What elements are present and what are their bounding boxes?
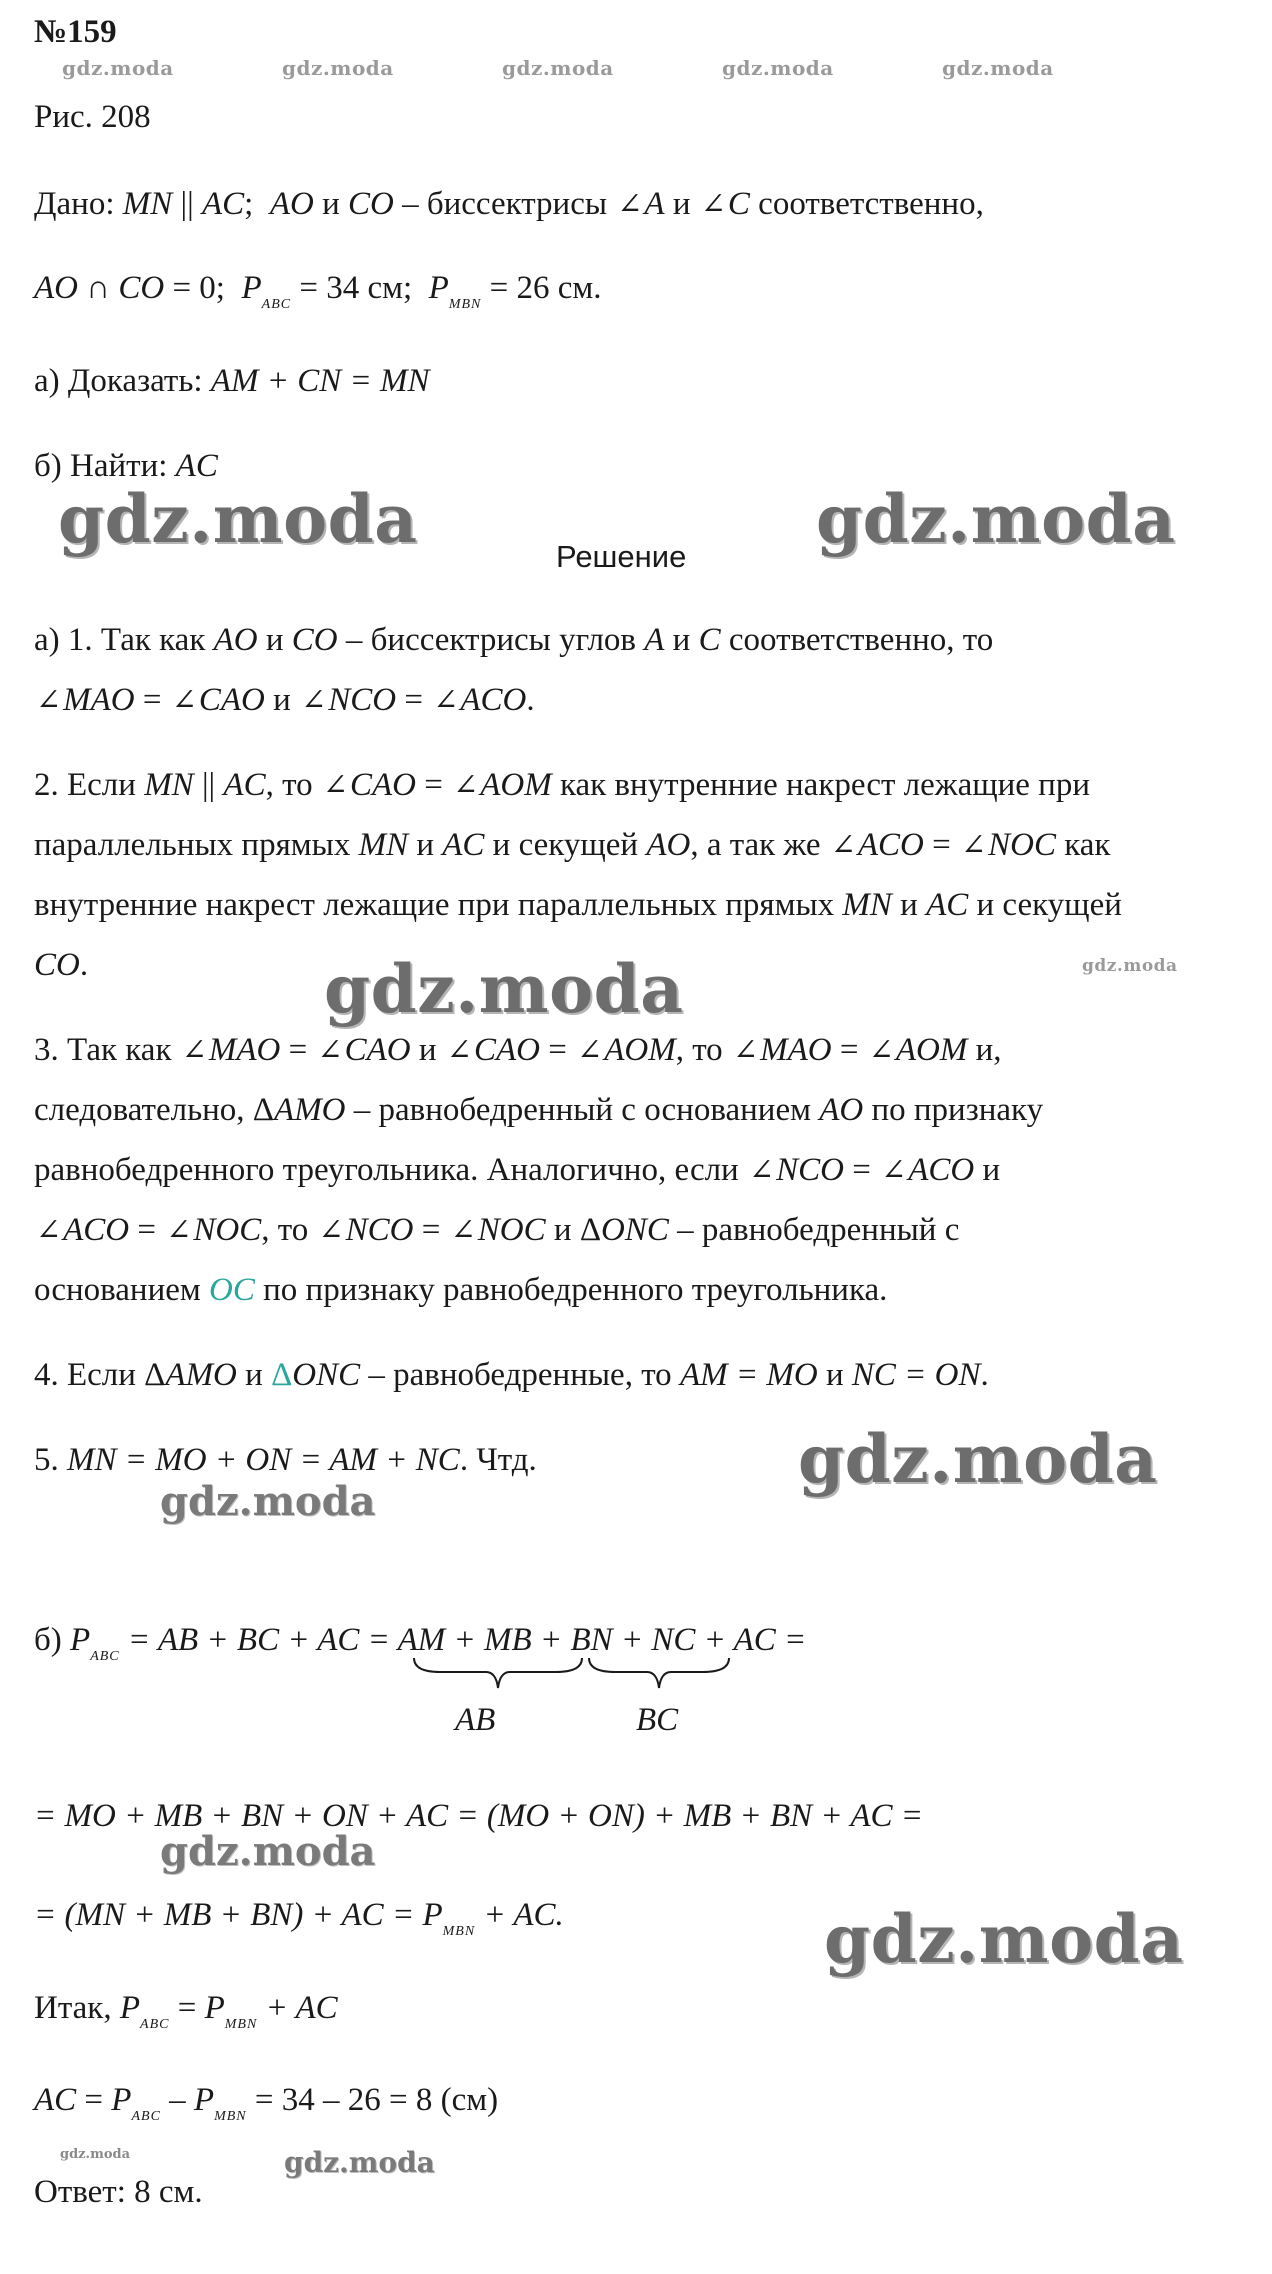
step-text: и: [974, 1152, 1001, 1188]
given-parallel: ||: [172, 186, 202, 222]
step-3-line-1: [34, 1030, 1001, 1071]
perimeter-symbol: P: [428, 270, 449, 306]
angle-icon: ∠: [961, 829, 987, 862]
intersection-icon: ∩: [86, 270, 111, 306]
part-b-label: б): [34, 1622, 71, 1658]
given-line-1: Дано: MN || AC; AO и CO – биссектрисы ∠A и ∠C соответственно,: [34, 186, 984, 222]
angle-noc: NOC: [193, 1212, 262, 1248]
equals: =: [134, 682, 170, 718]
angle-mao: MAO: [208, 1032, 281, 1068]
subscript-mbn: MBN: [448, 297, 482, 312]
watermark-small: gdz.moda: [502, 56, 614, 80]
triangle-onc: ONC: [292, 1357, 361, 1393]
perimeter-symbol: P: [193, 2082, 215, 2118]
watermark-medium: gdz.moda: [160, 1478, 376, 1525]
triangle-amo: AMO: [274, 1092, 346, 1128]
brace-label-bc: BC: [636, 1702, 679, 1738]
equals: =: [413, 1212, 449, 1248]
given-ac: AC: [201, 186, 245, 222]
subscript-abc: ABC: [261, 297, 292, 312]
watermark-large: gdz.moda: [816, 480, 1176, 558]
angle-icon: ∠: [433, 684, 459, 717]
step-text: – равнобедренный с основанием: [345, 1092, 820, 1128]
angle-icon: ∠: [446, 1034, 472, 1067]
angle-icon: ∠: [301, 684, 327, 717]
step-text: – равнобедренные, то: [360, 1357, 680, 1393]
answer-line: Ответ: 8 см.: [34, 2174, 203, 2210]
angle-aom: AOM: [895, 1032, 968, 1068]
equation-part: + AC =: [695, 1622, 807, 1658]
step-text: и: [257, 622, 292, 658]
step-3-line-5: [34, 1270, 887, 1310]
step-text: а) 1. Так как: [34, 622, 214, 658]
angle-icon: ∠: [181, 1034, 207, 1067]
part-b-so-line: [34, 1988, 338, 2045]
angle-cao: CAO: [344, 1032, 411, 1068]
equality-nc-on: NC = ON: [851, 1357, 981, 1393]
equation-line-2: = MO + MB + BN + ON + AC = (MO + ON) + MB + BN + AC =: [34, 1798, 924, 1834]
given-label: Дано:: [34, 186, 115, 222]
point-c: C: [698, 622, 721, 658]
brace-ab: [414, 1658, 582, 1688]
angle-icon: ∠: [617, 188, 643, 221]
angle-icon: ∠: [453, 769, 479, 802]
step-text: и: [664, 622, 699, 658]
angle-aco: ACO: [63, 1212, 130, 1248]
part-b-line-3: [34, 1895, 564, 1952]
step-text: и: [236, 1357, 272, 1393]
step-text: по признаку равнобедренного треугольника.: [254, 1272, 888, 1308]
equals: =: [396, 682, 432, 718]
watermark-small: gdz.moda: [62, 56, 174, 80]
angle-cao: CAO: [198, 682, 265, 718]
step-text: и секущей: [484, 827, 647, 863]
angle-aco: ACO: [908, 1152, 975, 1188]
watermark-small: gdz.moda: [942, 56, 1054, 80]
step-text: как внутренние накрест лежащие при: [551, 767, 1090, 803]
angle-cao: CAO: [349, 767, 416, 803]
step-3-line-3: [34, 1150, 1000, 1191]
given-c: C: [727, 186, 750, 222]
seg-co: CO: [291, 622, 338, 658]
perimeter-symbol: P: [241, 270, 262, 306]
step-text: и: [817, 1357, 852, 1393]
subscript-mbn: MBN: [442, 1924, 476, 1939]
equals: =: [280, 1032, 316, 1068]
step-text: следовательно, Δ: [34, 1092, 275, 1128]
subscript-mbn: MBN: [224, 2017, 258, 2032]
step-1-line-2: ∠MAO = ∠CAO и ∠NCO = ∠ACO.: [36, 682, 535, 718]
watermark-large: gdz.moda: [58, 480, 418, 558]
perimeter-mbn-value: = 26 см.: [481, 270, 602, 306]
find-expression: AC: [175, 448, 218, 484]
step-3-line-2: [34, 1090, 1043, 1130]
angle-icon: ∠: [36, 1214, 62, 1247]
step-text: равнобедренного треугольника. Аналогично, если: [34, 1152, 747, 1188]
parallel: ||: [193, 767, 224, 803]
step-text: . Чтд.: [459, 1442, 537, 1478]
angle-icon: ∠: [732, 1034, 759, 1067]
given-ao: AO: [34, 270, 78, 306]
prove-line: [34, 361, 430, 401]
angle-icon: ∠: [577, 1034, 603, 1067]
given-mn: MN: [122, 186, 173, 222]
find-label: б) Найти:: [34, 448, 176, 484]
step-text: и: [408, 827, 443, 863]
step-text: , а так же: [690, 827, 829, 863]
step-text: как: [1056, 827, 1111, 863]
angle-nco: NCO: [345, 1212, 414, 1248]
subscript-mbn: MBN: [214, 2109, 247, 2124]
given-and: и: [313, 186, 348, 222]
step-text: , то: [675, 1032, 731, 1068]
angle-icon: ∠: [830, 829, 856, 862]
given-intersection-value: = 0;: [164, 270, 225, 306]
angle-icon: ∠: [700, 188, 726, 221]
seg-ac: AC: [442, 827, 485, 863]
step-text: и: [545, 1212, 580, 1248]
equation-part: = AB + BC + AC =: [119, 1622, 398, 1658]
seg-mn: MN: [358, 827, 409, 863]
step-text: и секущей: [968, 887, 1122, 923]
step-2-line-4: CO.: [34, 947, 89, 983]
step-5-line: [34, 1440, 537, 1480]
brace-bc: [589, 1658, 729, 1688]
watermark-large: gdz.moda: [798, 1420, 1158, 1498]
triangle-onc: ONC: [601, 1212, 669, 1248]
angle-icon: ∠: [317, 1034, 343, 1067]
angle-cao: CAO: [473, 1032, 540, 1068]
perimeter-symbol: P: [204, 1990, 225, 2026]
given-and: и: [664, 186, 699, 222]
seg-mn: MN: [842, 887, 892, 923]
equals: =: [415, 767, 452, 803]
step-text: по признаку: [863, 1092, 1044, 1128]
given-ao: AO: [269, 186, 314, 222]
step-2-line-3: [34, 885, 1122, 925]
angle-noc: NOC: [988, 827, 1056, 863]
watermark-medium: gdz.moda: [160, 1828, 376, 1875]
step-text: 4. Если Δ: [34, 1357, 166, 1393]
step-text: и: [410, 1032, 445, 1068]
angle-aco: ACO: [460, 682, 527, 718]
given-co: CO: [118, 270, 165, 306]
solution-heading: Решение: [556, 539, 687, 574]
seg-mn: MN: [144, 767, 194, 803]
angle-icon: ∠: [36, 684, 62, 717]
given-line-2: [34, 268, 602, 325]
perimeter-abc-value: = 34 см;: [291, 270, 413, 306]
step-text: соответственно, то: [720, 622, 994, 658]
step-text: и: [891, 887, 927, 923]
step-text: – биссектрисы углов: [337, 622, 645, 658]
seg-oc: OC: [209, 1272, 255, 1308]
angle-nco: NCO: [328, 682, 397, 718]
subscript-abc: ABC: [90, 1649, 120, 1664]
watermark-large: gdz.moda: [324, 950, 684, 1028]
subscript-abc: ABC: [140, 2017, 170, 2032]
angle-mao: MAO: [760, 1032, 832, 1068]
step-2-line-1: [34, 765, 1090, 806]
equals: =: [76, 2082, 112, 2118]
angle-icon: ∠: [881, 1154, 907, 1187]
seg-ao: AO: [213, 622, 258, 658]
equation-part: + AC: [257, 1990, 338, 2026]
perimeter-symbol: P: [70, 1622, 91, 1658]
seg-ac: AC: [34, 2082, 77, 2118]
minus: –: [160, 2082, 194, 2118]
watermark-small: gdz.moda: [1082, 956, 1178, 976]
seg-co: CO: [34, 947, 80, 983]
given-a: A: [644, 186, 665, 222]
angle-icon: ∠: [171, 684, 197, 717]
angle-icon: ∠: [450, 1214, 476, 1247]
watermark-small: gdz.moda: [282, 56, 394, 80]
brace-label-ab: AB: [455, 1702, 496, 1738]
step-text: 5.: [34, 1442, 67, 1478]
equation-part: AM + MB: [397, 1622, 532, 1658]
equation-part: = (MN + MB + BN) + AC =: [34, 1897, 423, 1933]
perimeter-symbol: P: [119, 1990, 141, 2026]
equation-part: BN + NC: [570, 1622, 696, 1658]
equation-part: + AC.: [475, 1897, 564, 1933]
watermark-large: gdz.moda: [824, 1900, 1184, 1978]
step-text: и,: [967, 1032, 1002, 1068]
perimeter-symbol: P: [111, 2082, 132, 2118]
angle-aco: ACO: [857, 827, 924, 863]
figure-ref: Рис. 208: [34, 99, 151, 135]
prove-expression: AM + CN = MN: [210, 363, 430, 399]
step-1-line-1: [34, 620, 993, 660]
underbrace-bc: [585, 1656, 765, 1696]
watermark-tiny: gdz.moda: [60, 2147, 131, 2162]
given-respectively: соответственно,: [749, 186, 984, 222]
step-text: и: [264, 682, 300, 718]
step-text: , то: [265, 767, 321, 803]
step-text: 2. Если: [34, 767, 145, 803]
equality-am-mo: AM = MO: [679, 1357, 818, 1393]
seg-ac: AC: [223, 767, 266, 803]
step-3-line-4: ∠ACO = ∠NOC, то ∠NCO = ∠NOC и ΔONC – равнобедренный с: [36, 1212, 960, 1248]
angle-mao: MAO: [63, 682, 135, 718]
watermark-small: gdz.moda: [722, 56, 834, 80]
given-bisectors: – биссектрисы: [393, 186, 616, 222]
watermark-medium: gdz.moda: [284, 2146, 435, 2179]
so-label: Итак,: [34, 1990, 120, 2026]
equals: =: [539, 1032, 576, 1068]
step-text: параллельных прямых: [34, 827, 359, 863]
equals: =: [843, 1152, 880, 1188]
seg-ao: AO: [646, 827, 691, 863]
step-text: – равнобедренный с: [668, 1212, 960, 1248]
equation-part: +: [531, 1622, 571, 1658]
perimeter-symbol: P: [422, 1897, 443, 1933]
point-a: A: [644, 622, 665, 658]
angle-icon: ∠: [322, 769, 348, 802]
equals: =: [831, 1032, 867, 1068]
angle-icon: ∠: [166, 1214, 192, 1247]
prove-label: а) Доказать:: [34, 363, 211, 399]
given-co: CO: [347, 186, 394, 222]
step-text: основанием: [34, 1272, 210, 1308]
part-b-ac-line: [34, 2080, 498, 2137]
angle-nco: NCO: [776, 1152, 844, 1188]
step-text: внутренние накрест лежащие при параллельных прямых: [34, 887, 843, 923]
result-value: = 34 – 26 = 8 (см): [246, 2082, 499, 2118]
angle-icon: ∠: [868, 1034, 894, 1067]
seg-ac: AC: [926, 887, 969, 923]
equals: =: [923, 827, 959, 863]
step-2-line-2: [34, 825, 1110, 866]
task-number: №159: [34, 14, 117, 50]
angle-noc: NOC: [477, 1212, 546, 1248]
triangle-amo: AMO: [165, 1357, 237, 1393]
equals: =: [169, 1990, 205, 2026]
seg-ao: AO: [819, 1092, 864, 1128]
angle-icon: ∠: [318, 1214, 344, 1247]
step-text: то: [277, 1212, 317, 1248]
angle-aom: AOM: [604, 1032, 676, 1068]
step-text: 3. Так как: [34, 1032, 180, 1068]
angle-icon: ∠: [748, 1154, 775, 1187]
equals: =: [129, 1212, 165, 1248]
angle-aom: AOM: [480, 767, 552, 803]
step-5-expression: MN = MO + ON = AM + NC: [67, 1442, 460, 1478]
step-4-line: 4. Если ΔAMO и ΔONC – равнобедренные, то AM = MO и NC = ON.: [34, 1357, 989, 1393]
subscript-abc: ABC: [131, 2109, 161, 2124]
